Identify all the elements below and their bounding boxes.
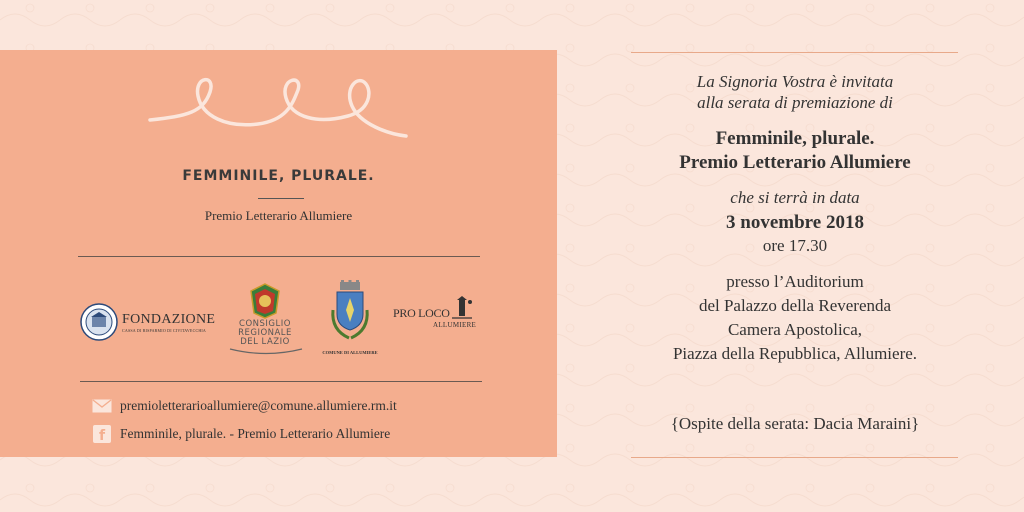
proloco-tower-icon [450, 296, 474, 320]
event-date: 3 novembre 2018 [726, 212, 864, 233]
proloco-line2: ALLUMIERE [433, 321, 477, 329]
event-title-1: Femminile, plurale. [715, 128, 875, 149]
consiglio-swoosh-icon [228, 346, 304, 356]
svg-text:f: f [99, 428, 106, 444]
comune-name: COMUNE DI ALLUMIERE [322, 350, 378, 355]
fondazione-sub: CASSA DI RISPARMIO DI CIVITAVECCHIA [122, 328, 207, 333]
facebook-page-name[interactable]: Femminile, plurale. - Premio Letterario Allumiere [120, 426, 391, 441]
email-address[interactable]: premioletterarioallumiere@comune.allumiere.rm.it [120, 398, 397, 413]
brand-subtitle: Premio Letterario Allumiere [204, 208, 353, 223]
venue-line-4: Piazza della Repubblica, Allumiere. [672, 344, 918, 363]
envelope-icon [92, 399, 112, 413]
loops-logo-icon [148, 72, 410, 142]
fondazione-seal-icon [80, 303, 118, 341]
consiglio-line1: CONSIGLIO [239, 319, 291, 329]
email-row [92, 398, 397, 414]
facebook-icon[interactable] [92, 424, 112, 444]
venue-line-1: presso l’Auditorium [726, 272, 864, 291]
comune-crest-icon [329, 280, 371, 348]
fondazione-name: FONDAZIONE [122, 312, 216, 327]
facebook-row [92, 424, 390, 444]
divider-top [78, 256, 480, 257]
invite-line-1: La Signoria Vostra è invitata [696, 72, 894, 91]
venue-line-2: del Palazzo della Reverenda [698, 296, 892, 315]
event-time: ore 17.30 [762, 236, 828, 255]
guest-line: {Ospite della serata: Dacia Maraini} [670, 414, 920, 433]
consiglio-line3: DEL LAZIO [240, 337, 290, 347]
date-intro: che si terrà in data [730, 188, 860, 207]
proloco-line1: PRO LOCO [393, 306, 450, 320]
brand-divider [258, 198, 304, 199]
brand-title: FEMMINILE, PLURALE. [182, 168, 375, 184]
consiglio-line2: REGIONALE [238, 328, 292, 338]
divider-bottom [80, 381, 482, 382]
right-divider-top [631, 52, 958, 53]
right-divider-bottom [631, 457, 958, 458]
event-title-2: Premio Letterario Allumiere [679, 152, 911, 173]
venue-line-3: Camera Apostolica, [727, 320, 863, 339]
invite-line-2: alla serata di premiazione di [697, 93, 893, 112]
consiglio-emblem-icon [249, 283, 281, 319]
